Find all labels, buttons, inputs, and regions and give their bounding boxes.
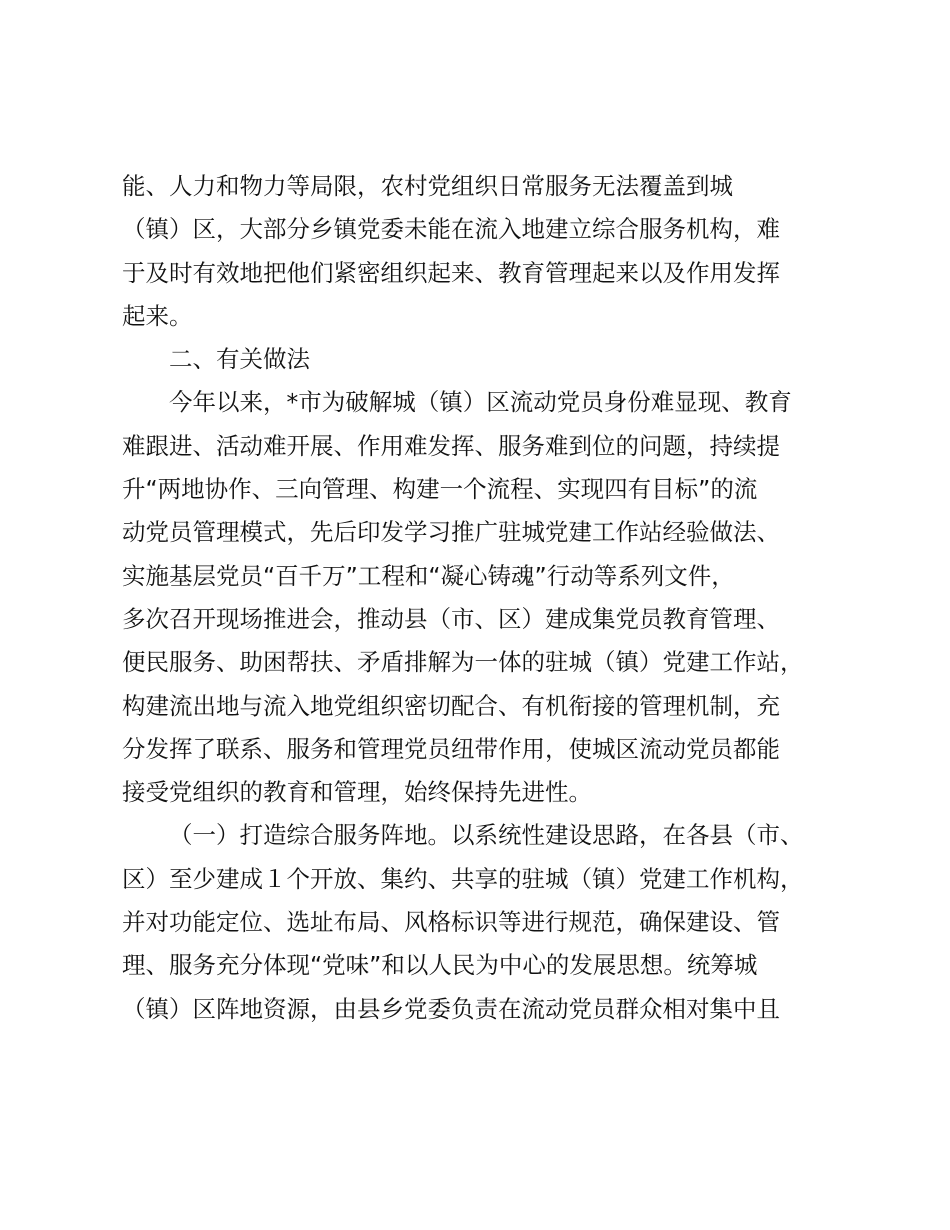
section-heading: 二、有关做法 <box>169 345 310 374</box>
text-line: 动党员管理模式，先后印发学习推广驻城党建工作站经验做法、 <box>122 518 780 547</box>
text-line: 接受党组织的教育和管理，始终保持先进性。 <box>122 778 592 807</box>
text-line: 区）至少建成１个开放、集约、共享的驻城（镇）党建工作机构， <box>122 864 804 893</box>
text-line: 构建流出地与流入地党组织密切配合、有机衔接的管理机制，充 <box>122 691 780 720</box>
text-line: 实施基层党员“百千万”工程和“凝心铸魂”行动等系列文件， <box>122 561 735 590</box>
text-line: 起来。 <box>122 301 193 330</box>
text-line: 于及时有效地把他们紧密组织起来、教育管理起来以及作用发挥 <box>122 258 780 287</box>
text-line: 能、人力和物力等局限，农村党组织日常服务无法覆盖到城 <box>122 172 733 200</box>
text-line: 升“两地协作、三向管理、构建一个流程、实现四有目标”的流 <box>122 475 758 504</box>
text-line: 便民服务、助困帮扶、矛盾排解为一体的驻城（镇）党建工作站， <box>122 648 804 677</box>
body-text <box>122 165 842 1031</box>
text-line: 难跟进、活动难开展、作用难发挥、服务难到位的问题，持续提 <box>122 431 780 460</box>
text-line: 多次召开现场推进会，推动县（市、区）建成集党员教育管理、 <box>122 604 780 633</box>
text-line: 理、服务充分体现“党味”和以人民为中心的发展思想。统筹城 <box>122 951 758 980</box>
text-line: （镇）区阵地资源，由县乡党委负责在流动党员群众相对集中且 <box>122 994 780 1023</box>
text-line: （镇）区，大部分乡镇党委未能在流入地建立综合服务机构，难 <box>122 215 780 244</box>
subsection-heading-line: （一）打造综合服务阵地。以系统性建设思路，在各县（市、 <box>169 821 804 850</box>
text-line: 分发挥了联系、服务和管理党员纽带作用，使城区流动党员都能 <box>122 734 780 763</box>
text-line: 今年以来，*市为破解城（镇）区流动党员身份难显现、教育 <box>169 388 792 417</box>
text-line: 并对功能定位、选址布局、风格标识等进行规范，确保建设、管 <box>122 908 780 937</box>
